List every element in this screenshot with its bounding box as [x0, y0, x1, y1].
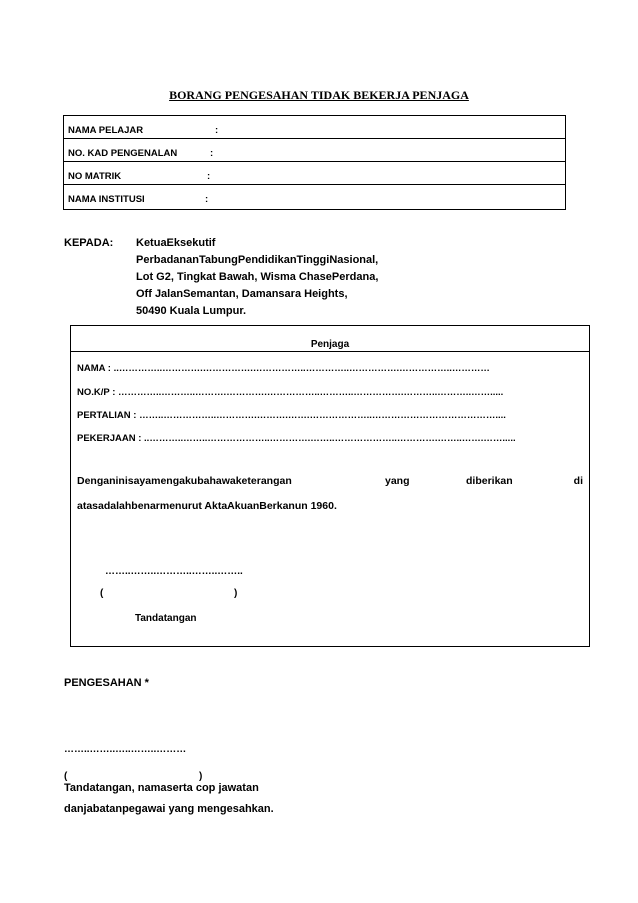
recipient-prefix: KEPADA: [64, 237, 114, 249]
guardian-relationship-field[interactable]: PERTALIAN : ……..……………..………….……….…….………………..………………………………….... [77, 410, 506, 421]
declaration-word-2: yang [385, 475, 410, 487]
student-institution-colon: : [205, 194, 209, 205]
declaration-word-4: di [573, 475, 583, 487]
student-row-matric[interactable] [64, 162, 565, 185]
recipient-line-3: Lot G2, Tingkat Bawah, Wisma ChasePerdana, [136, 271, 379, 283]
endorsement-caption-2: danjabatanpegawai yang mengesahkan. [64, 803, 274, 815]
guardian-name-field[interactable]: NAMA : ..…………..………….…………….……………..…………..…………….……………..………… [77, 363, 490, 374]
student-matric-label: NO MATRIK [68, 171, 122, 182]
guardian-occupation-field[interactable]: PEKERJAAN : ..………..……..………………..………….……..………………..………….……..…….……..... [77, 433, 516, 444]
endorsement-paren-close: ) [199, 771, 203, 782]
recipient-line-2: PerbadananTabungPendidikanTinggiNasional, [136, 254, 379, 266]
endorsement-paren-open: ( [64, 771, 68, 782]
student-ic-colon: : [210, 148, 214, 159]
declaration-word-3: diberikan [466, 475, 513, 487]
guardian-signature-label: Tandatangan [135, 613, 197, 624]
student-name-label: NAMA PELAJAR [68, 125, 144, 136]
student-name-colon: : [215, 125, 219, 136]
guardian-ic-field[interactable]: NO.K/P : …………..………..……….………….……………..………..…………….………..………..……..... [77, 387, 504, 398]
declaration-line-2: atasadalahbenarmenurut AktaAkuanBerkanun 1960. [77, 500, 337, 512]
guardian-name-paren-close: ) [234, 588, 238, 599]
student-institution-label: NAMA INSTITUSI [68, 194, 145, 205]
guardian-section [70, 325, 590, 647]
recipient-line-5: 50490 Kuala Lumpur. [136, 305, 247, 317]
student-matric-colon: : [207, 171, 211, 182]
student-row-name[interactable] [64, 116, 565, 139]
recipient-line-1: KetuaEksekutif [136, 237, 216, 249]
student-info-table [63, 115, 566, 210]
recipient-address [64, 235, 379, 320]
guardian-header [71, 326, 589, 352]
guardian-header-label: Penjaga [310, 339, 350, 350]
form-title: BORANG PENGESAHAN TIDAK BEKERJA PENJAGA [169, 88, 469, 102]
endorsement-caption-1: Tandatangan, namaserta cop jawatan [64, 782, 259, 794]
endorsement-heading: PENGESAHAN * [64, 677, 149, 689]
declaration-word-1: Denganinisayamengakubahawaketerangan [77, 475, 292, 487]
endorsement-signature-line[interactable]: ……..……..…..……..……… [64, 744, 187, 755]
recipient-line-4: Off JalanSemantan, Damansara Heights, [136, 288, 348, 300]
guardian-name-paren-open: ( [100, 588, 104, 599]
student-row-ic[interactable] [64, 139, 565, 162]
student-ic-label: NO. KAD PENGENALAN [68, 148, 178, 159]
student-row-institution[interactable] [64, 185, 565, 209]
guardian-signature-line[interactable]: ……..……..………..……..…….. [105, 566, 243, 577]
